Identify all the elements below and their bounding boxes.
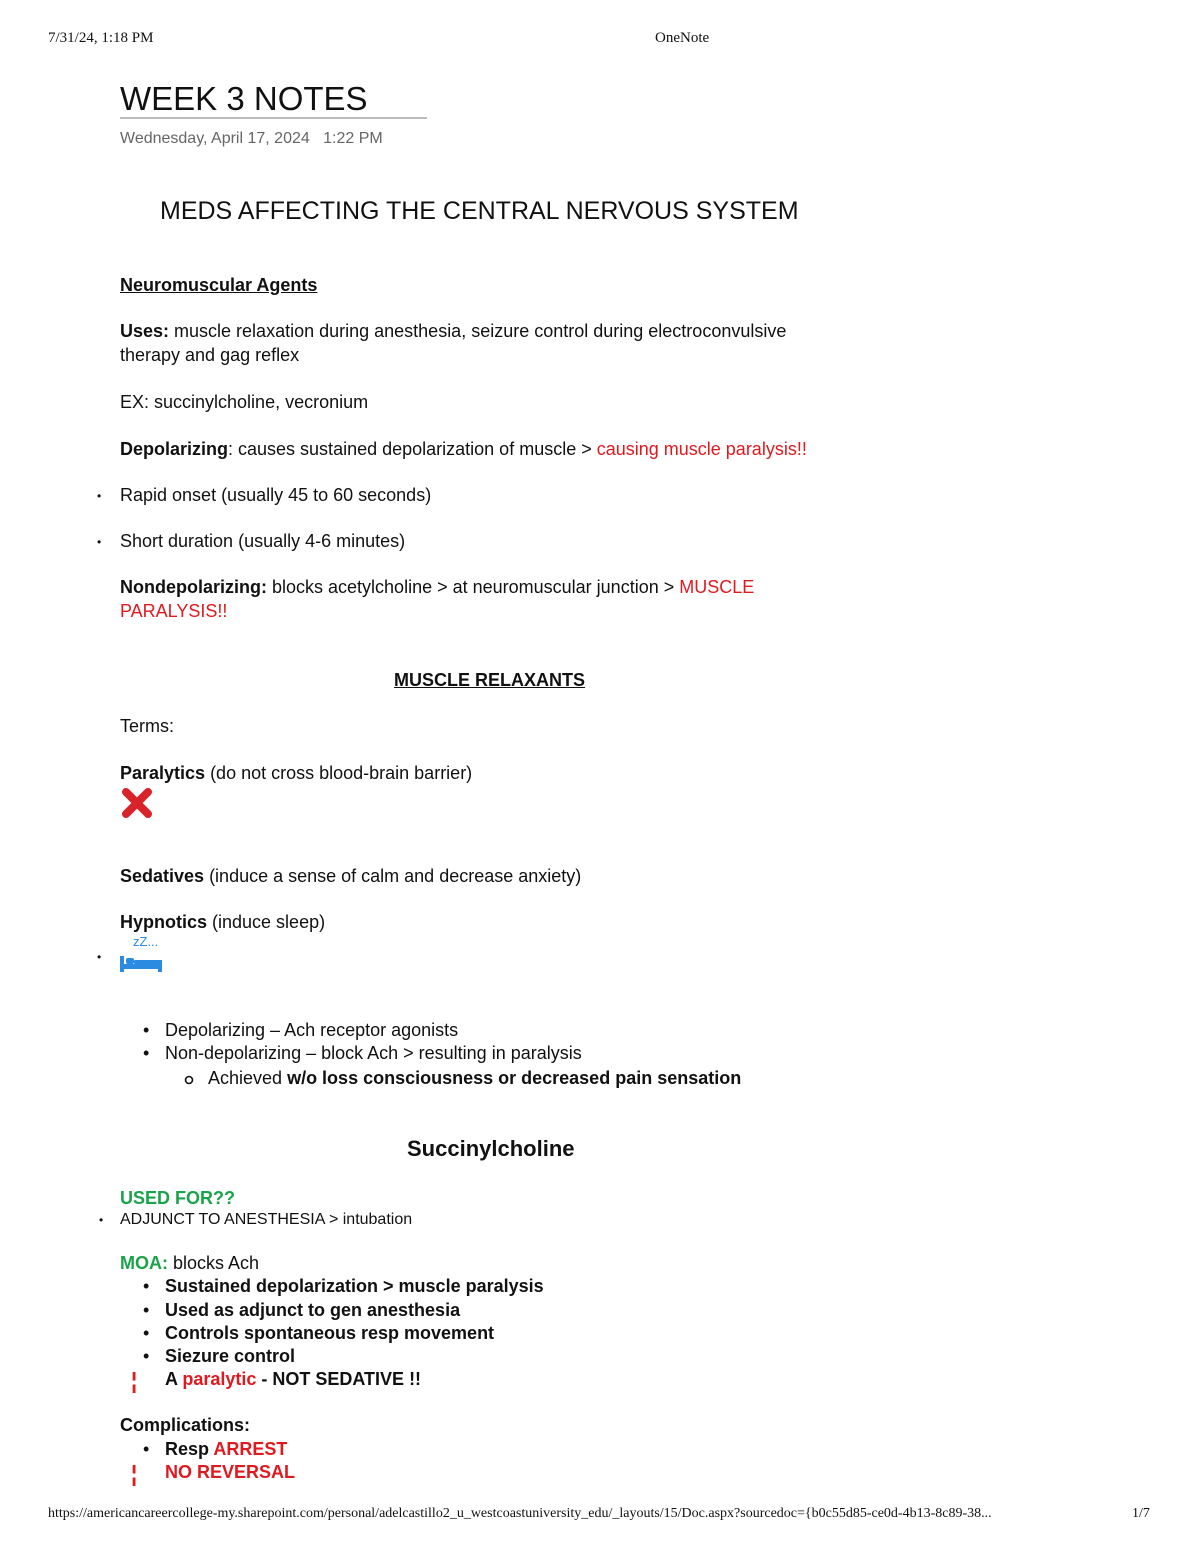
paralytic-red: paralytic (182, 1369, 257, 1389)
depolarizing-text: : causes sustained depolarization of muscle > (228, 439, 597, 459)
no-reversal-item: NO REVERSAL (165, 1462, 296, 1482)
moa-item: Siezure control (165, 1346, 296, 1366)
moa-label: MOA: (120, 1253, 168, 1273)
title-underline (120, 117, 427, 119)
bullet-dot: • (99, 1213, 104, 1227)
page-date (120, 130, 383, 148)
paralytic-prefix: A (165, 1369, 183, 1389)
used-for-item: ADJUNCT TO ANESTHESIA > intubation (120, 1211, 413, 1228)
nondepolarizing-red-1: MUSCLE (679, 577, 755, 597)
depolarizing-line (120, 437, 807, 461)
page-time-text: 1:22 PM (323, 130, 383, 147)
bullet-dot: • (143, 1346, 150, 1366)
section-heading: MEDS AFFECTING THE CENTRAL NERVOUS SYSTEM (160, 197, 799, 225)
bullet-dot: • (143, 1323, 150, 1343)
exclamation-icon: ¦ (131, 1461, 138, 1486)
paralytics-label: Paralytics (120, 763, 206, 783)
examples-line: EX: succinylcholine, vecronium (120, 392, 369, 412)
exclamation-icon: ¦ (131, 1368, 138, 1393)
depolarizing-agonists-item: Depolarizing – Ach receptor agonists (165, 1020, 459, 1040)
footer-page-number: 1/7 (1132, 1506, 1150, 1521)
paralytics-text: (do not cross blood-brain barrier) (205, 763, 473, 783)
moa-item: Used as adjunct to gen anesthesia (165, 1300, 461, 1320)
achieved-bold: w/o loss consciousness or decreased pain sensation (287, 1068, 742, 1088)
arrest-text: ARREST (213, 1439, 288, 1459)
page-date-text: Wednesday, April 17, 2024 (120, 130, 310, 147)
depolarizing-red-text: causing muscle paralysis!! (596, 439, 807, 459)
page-title: WEEK 3 NOTES (120, 80, 368, 117)
paralytic-line (165, 1367, 421, 1391)
footer-url[interactable]: https://americancareercollege-my.sharepoint.com/personal/adelcastillo2_u_westcoastuniversity_edu/_layouts/15/Doc.aspx?sourcedoc={b0c55d85-ce0d-4b13-8c89-38... (48, 1506, 992, 1521)
uses-line-2: therapy and gag reflex (120, 345, 300, 365)
complications-heading: Complications: (120, 1415, 251, 1435)
sedatives-label: Sedatives (120, 866, 205, 886)
hypnotics-line (120, 910, 325, 934)
neuro-heading: Neuromuscular Agents (120, 275, 318, 295)
uses-line-1 (120, 319, 786, 343)
terms-label: Terms: (120, 716, 174, 736)
sedatives-text: (induce a sense of calm and decrease anxiety) (204, 866, 582, 886)
resp-arrest-item (165, 1437, 287, 1461)
bullet-dot: • (97, 950, 102, 964)
print-datetime: 7/31/24, 1:18 PM (48, 30, 154, 46)
used-for-label: USED FOR?? (120, 1188, 235, 1208)
rapid-onset-item: Rapid onset (usually 45 to 60 seconds) (120, 485, 432, 505)
moa-line (120, 1251, 259, 1275)
bullet-dot: • (143, 1300, 150, 1320)
sedatives-line (120, 864, 581, 888)
print-app-name: OneNote (655, 30, 710, 46)
bullet-dot: • (97, 535, 102, 549)
nondepolarizing-line (120, 575, 754, 599)
bullet-dot: • (143, 1276, 150, 1296)
moa-item: Controls spontaneous resp movement (165, 1323, 495, 1343)
circle-bullet (184, 1072, 194, 1082)
relaxants-heading: MUSCLE RELAXANTS (394, 670, 586, 690)
nondepolarizing-text: blocks acetylcholine > at neuromuscular junction > (267, 577, 680, 597)
paralytics-line (120, 761, 472, 785)
sleeping-bed-icon (118, 936, 166, 974)
cross-mark-icon (120, 786, 154, 820)
moa-item: Sustained depolarization > muscle paralysis (165, 1276, 544, 1296)
bullet-dot: • (143, 1439, 150, 1459)
hypnotics-label: Hypnotics (120, 912, 208, 932)
achieved-item (208, 1066, 741, 1090)
short-duration-item: Short duration (usually 4-6 minutes) (120, 531, 406, 551)
bullet-dot: • (143, 1043, 150, 1063)
uses-label: Uses: (120, 321, 170, 341)
hypnotics-text: (induce sleep) (207, 912, 326, 932)
sleeping-zz-text: zZ... (133, 934, 159, 949)
achieved-prefix: Achieved (208, 1068, 288, 1088)
nondepolarizing-block-item: Non-depolarizing – block Ach > resulting in paralysis (165, 1043, 582, 1063)
nondepolarizing-red-2: PARALYSIS!! (120, 601, 228, 621)
bullet-dot: • (143, 1020, 150, 1040)
paralytic-suffix: - NOT SEDATIVE !! (256, 1369, 422, 1389)
nondepolarizing-label: Nondepolarizing: (120, 577, 267, 597)
resp-text: Resp (165, 1439, 214, 1459)
succinylcholine-heading: Succinylcholine (407, 1136, 575, 1161)
bullet-dot: • (97, 489, 102, 503)
uses-text-1: muscle relaxation during anesthesia, seizure control during electroconvulsive (169, 321, 787, 341)
moa-text: blocks Ach (168, 1253, 260, 1273)
depolarizing-label: Depolarizing (120, 439, 229, 459)
